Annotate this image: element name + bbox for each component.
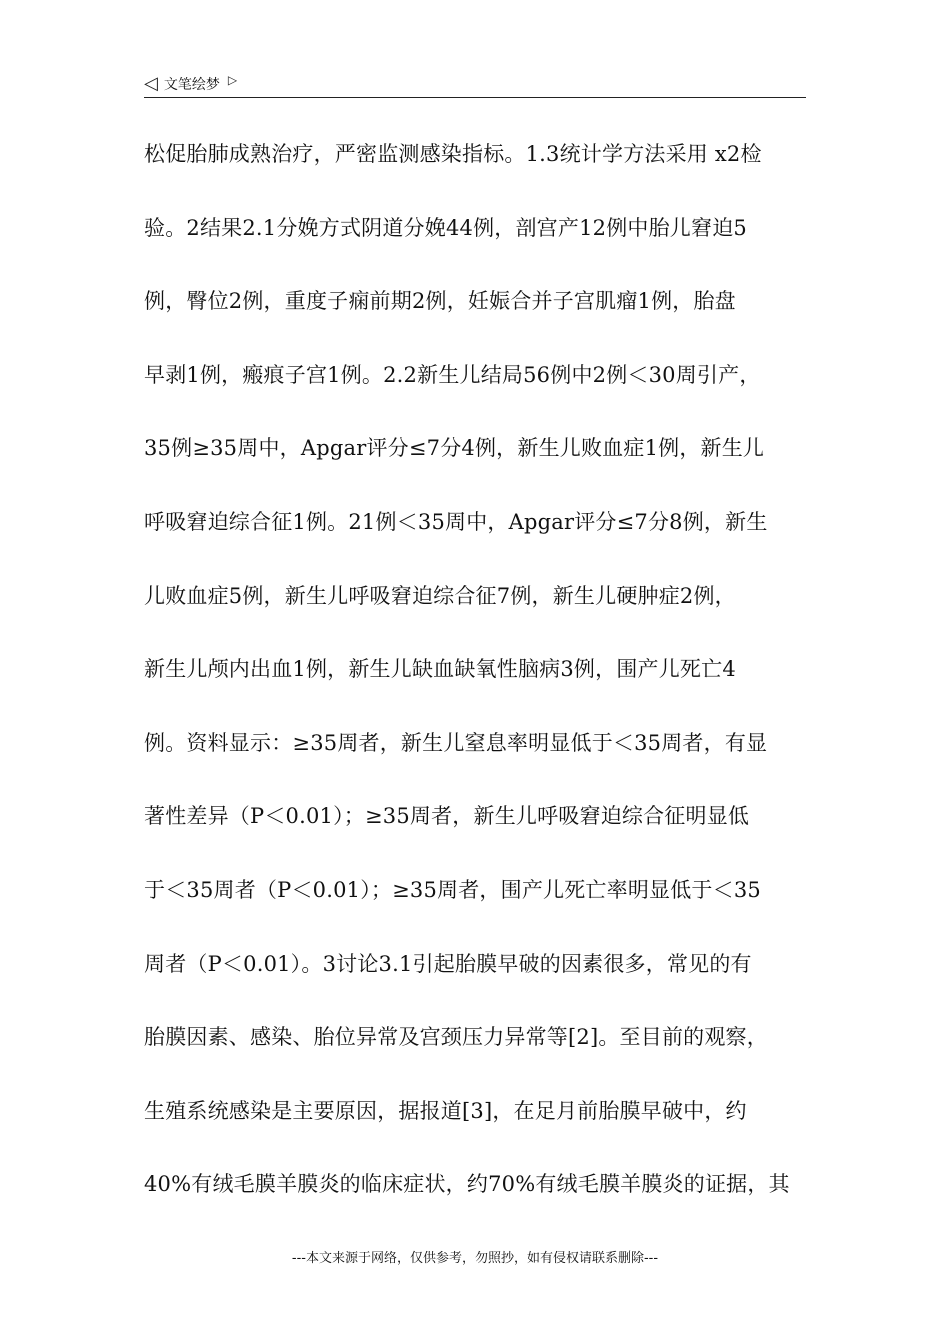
body-line: 例，臀位2例，重度子痫前期2例，妊娠合并子宫肌瘤1例，胎盘: [144, 289, 736, 314]
body-line: 松促胎肺成熟治疗，严密监测感染指标。1.3统计学方法采用 x2检: [144, 142, 762, 166]
footer-notice: ---本文来源于网络，仅供参考，勿照抄，如有侵权请联系删除---: [291, 1251, 659, 1266]
body-line: 验。2结果2.1分娩方式阴道分娩44例，剖宫产12例中胎儿窘迫5: [144, 215, 747, 240]
body-line: 35例≥35周中，Apgar评分≤7分4例，新生儿败血症1例，新生儿: [144, 436, 765, 461]
triangle-left-icon: ◁: [144, 73, 158, 94]
body-line: 40%有绒毛膜羊膜炎的临床症状，约70%有绒毛膜羊膜炎的证据，其: [144, 1172, 790, 1197]
triangle-right-icon: ▷: [227, 73, 238, 87]
body-line: 例。资料显示：≥35周者，新生儿窒息率明显低于＜35周者，有显: [144, 730, 768, 755]
body-line: 周者（P＜0.01）。3讨论3.1引起胎膜早破的因素很多，常见的有: [144, 951, 752, 976]
header-divider: [144, 97, 806, 98]
document-body: [144, 135, 812, 1239]
body-line: 于＜35周者（P＜0.01）；≥35周者，围产儿死亡率明显低于＜35: [144, 877, 761, 902]
body-line: 呼吸窘迫综合征1例。21例＜35周中，Apgar评分≤7分8例，新生: [144, 509, 768, 534]
body-line: 早剥1例，瘢痕子宫1例。2.2新生儿结局56例中2例＜30周引产，: [144, 362, 761, 387]
page-header: [144, 72, 806, 98]
body-line: 新生儿颅内出血1例，新生儿缺血缺氧性脑病3例，围产儿死亡4: [144, 657, 736, 682]
body-line: 生殖系统感染是主要原因，据报道[3]，在足月前胎膜早破中，约: [144, 1098, 747, 1123]
header-title: 文笔绘梦: [163, 77, 220, 93]
body-line: 儿败血症5例，新生儿呼吸窘迫综合征7例，新生儿硬肿症2例，: [144, 583, 736, 608]
body-line: 胎膜因素、感染、胎位异常及宫颈压力异常等[2]。至目前的观察，: [144, 1025, 768, 1050]
header-title-row: [144, 72, 806, 96]
body-line: 著性差异（P＜0.01）；≥35周者，新生儿呼吸窘迫综合征明显低: [144, 804, 750, 829]
